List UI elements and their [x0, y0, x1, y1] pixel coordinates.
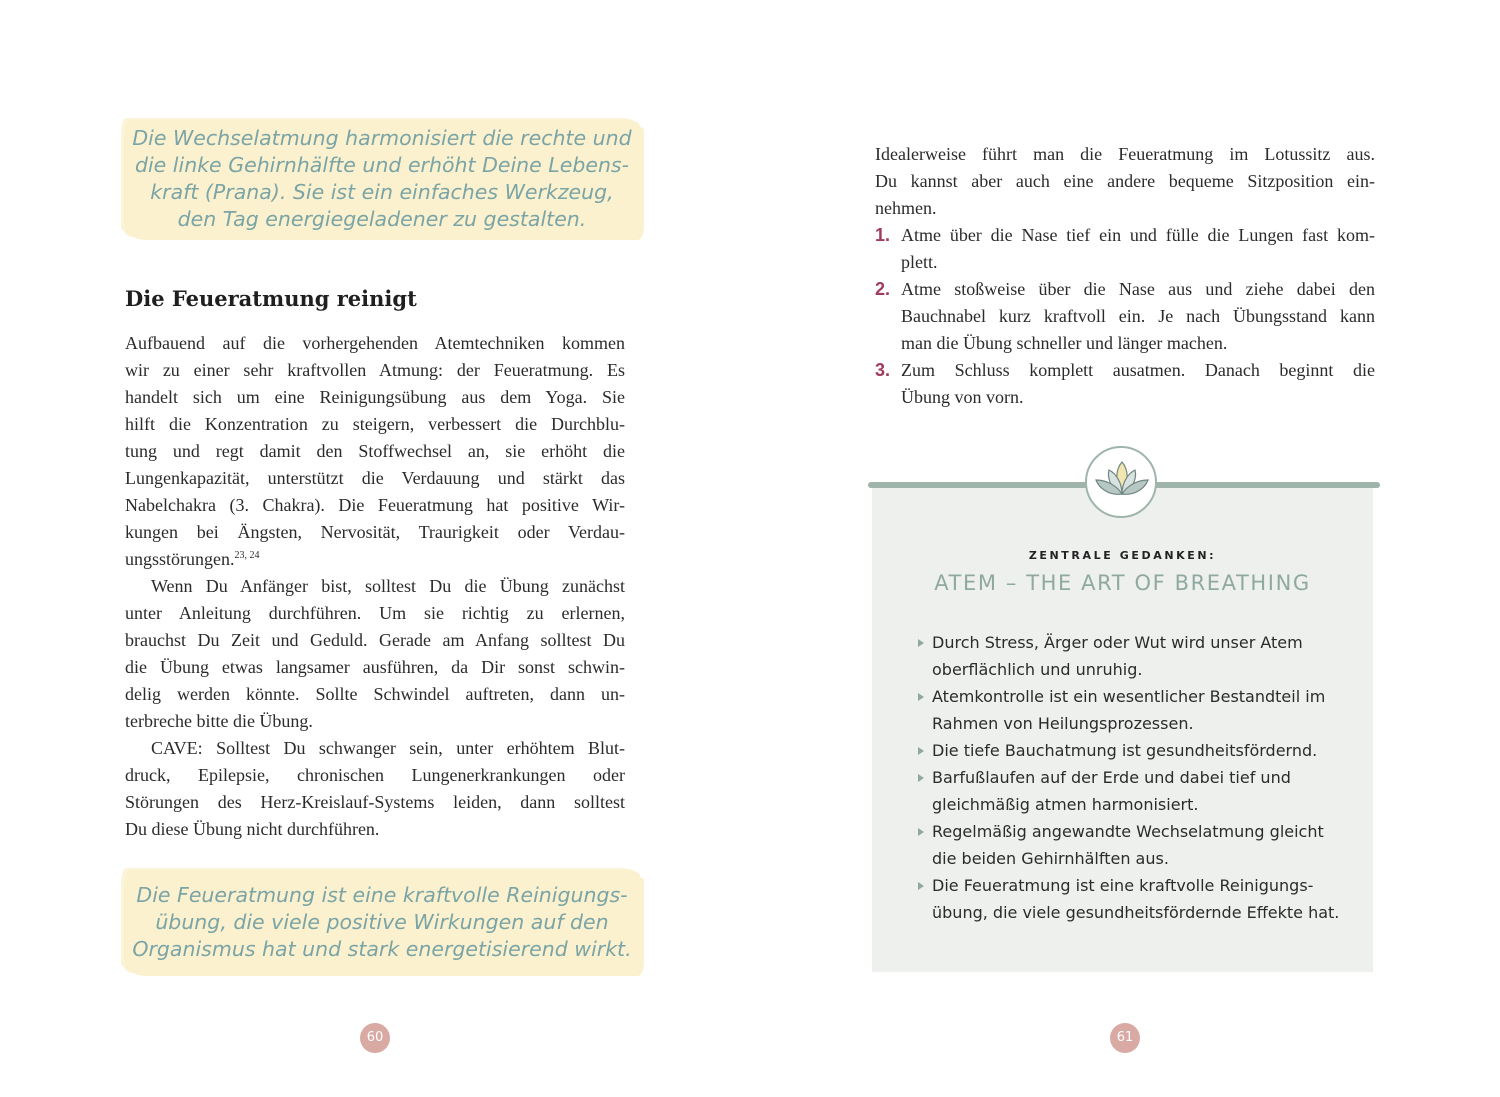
instructions-text	[875, 141, 1375, 411]
triangle-bullet-icon	[918, 639, 924, 647]
quote-line: Organismus hat und stark energetisierend wirkt.	[132, 937, 632, 961]
text-line: wir zu einer sehr kraftvollen Atmung: der Feueratmung. Es	[125, 360, 625, 380]
text-line: die Übung etwas langsamer ausführen, da Dir sonst schwin-	[125, 657, 625, 677]
step-text: Zum Schluss komplett ausatmen. Danach beginnt die	[901, 360, 1375, 380]
triangle-bullet-icon	[918, 693, 924, 701]
footnote-reference: 23, 24	[234, 550, 260, 561]
step-text: Atme stoßweise über die Nase aus und ziehe dabei den	[901, 279, 1375, 299]
text-line: Du diese Übung nicht durchführen.	[125, 819, 380, 839]
quote-line: die linke Gehirnhälfte und erhöht Deine Lebens-	[134, 153, 630, 177]
quote-line: den Tag energiegeladener zu gestalten.	[177, 207, 587, 231]
lotus-icon-graphic	[1093, 458, 1151, 502]
step-item	[875, 357, 1375, 411]
right-page	[750, 0, 1500, 1097]
text-line	[875, 357, 1375, 384]
list-item	[918, 764, 1348, 818]
text-line: unter Anleitung durchführen. Um sie richtig zu erlernen,	[125, 603, 625, 623]
list-item	[918, 629, 1348, 683]
step-text: Atme über die Nase tief ein und fülle die Lungen fast kom-	[901, 225, 1375, 245]
text-line: tung und regt damit den Stoffwechsel an, sie erhöht die	[125, 441, 625, 461]
list-item-line: Durch Stress, Ärger oder Wut wird unser Atem	[932, 633, 1303, 652]
triangle-bullet-icon	[918, 774, 924, 782]
text-line: Aufbauend auf die vorhergehenden Atemtechniken kommen	[125, 333, 625, 353]
text-line: kungen bei Ängsten, Nervosität, Traurigkeit oder Verdau-	[125, 522, 625, 542]
text-line: Wenn Du Anfänger bist, solltest Du die Übung zunächst	[151, 576, 625, 596]
list-item-line: gleichmäßig atmen harmonisiert.	[932, 795, 1199, 814]
text-line: druck, Epilepsie, chronischen Lungenerkrankungen oder	[125, 765, 625, 785]
text-line: handelt sich um eine Reinigungsübung aus dem Yoga. Sie	[125, 387, 625, 407]
quote-line: Die Wechselatmung harmonisiert die rechte und	[132, 126, 632, 150]
step-item	[875, 222, 1375, 276]
text-line: nehmen.	[875, 198, 937, 218]
lotus-icon	[1085, 446, 1157, 518]
page-number: 60	[360, 1023, 390, 1053]
text-line: man die Übung schneller und länger machen.	[901, 333, 1228, 353]
text-line: hilft die Konzentration zu steigern, verbessert die Durchblu-	[125, 414, 625, 434]
list-item	[918, 818, 1348, 872]
box-kicker: ZENTRALE GEDANKEN:	[1028, 549, 1217, 562]
section-heading: Die Feueratmung reinigt	[125, 286, 417, 311]
text-line: brauchst Du Zeit und Geduld. Gerade am Anfang solltest Du	[125, 630, 625, 650]
text-line	[875, 276, 1375, 303]
text-line: CAVE: Solltest Du schwanger sein, unter erhöhtem Blut-	[151, 738, 625, 758]
text-line-last: ungsstörungen.	[125, 549, 235, 569]
highlight-quote-bottom	[124, 870, 640, 974]
step-number: 3.	[875, 360, 891, 380]
text-line: Übung von vorn.	[901, 387, 1024, 407]
step-number: 1.	[875, 225, 891, 245]
key-thoughts-box	[872, 487, 1373, 972]
list-item-line: Atemkontrolle ist ein wesentlicher Bestandteil im	[932, 687, 1326, 706]
triangle-bullet-icon	[918, 882, 924, 890]
text-line: Idealerweise führt man die Feueratmung im Lotussitz aus.	[875, 144, 1375, 164]
list-item-line: oberflächlich und unruhig.	[932, 660, 1143, 679]
list-item-line: die beiden Gehirnhälften aus.	[932, 849, 1169, 868]
list-item-line: Die tiefe Bauchatmung ist gesundheitsfördernd.	[932, 741, 1318, 760]
list-item	[918, 872, 1348, 926]
text-line: Lungenkapazität, unterstützt die Verdauung und stärkt das	[125, 468, 625, 488]
list-item-line: Barfußlaufen auf der Erde und dabei tief und	[932, 768, 1291, 787]
text-line: Bauchnabel kurz kraftvoll ein. Je nach Übungsstand kann	[901, 306, 1375, 326]
text-line: Nabelchakra (3. Chakra). Die Feueratmung hat positive Wir-	[125, 495, 625, 515]
highlight-quote-top	[124, 120, 640, 238]
step-item	[875, 276, 1375, 357]
list-item-line: Rahmen von Heilungsprozessen.	[932, 714, 1194, 733]
key-thoughts-list	[918, 629, 1348, 926]
list-item-line: Regelmäßig angewandte Wechselatmung gleicht	[932, 822, 1324, 841]
list-item	[918, 683, 1348, 737]
text-line	[125, 546, 625, 573]
text-line	[875, 222, 1375, 249]
list-item-line: übung, die viele gesundheitsfördernde Effekte hat.	[932, 903, 1340, 922]
quote-line: Die Feueratmung ist eine kraftvolle Reinigungs-	[136, 883, 628, 907]
list-item	[918, 737, 1348, 764]
step-number: 2.	[875, 279, 891, 299]
triangle-bullet-icon	[918, 828, 924, 836]
list-item-line: Die Feueratmung ist eine kraftvolle Reinigungs-	[932, 876, 1314, 895]
text-line: Du kannst aber auch eine andere bequeme Sitzposition ein-	[875, 171, 1375, 191]
box-title: ATEM – THE ART OF BREATHING	[934, 571, 1311, 595]
triangle-bullet-icon	[918, 747, 924, 755]
text-line: plett.	[901, 252, 938, 272]
quote-line: übung, die viele positive Wirkungen auf den	[155, 910, 609, 934]
text-line: delig werden könnte. Sollte Schwindel auftreten, dann un-	[125, 684, 625, 704]
page-number: 61	[1110, 1023, 1140, 1053]
text-line: Störungen des Herz-Kreislauf-Systems leiden, dann solltest	[125, 792, 625, 812]
quote-line: kraft (Prana). Sie ist ein einfaches Werkzeug,	[150, 180, 614, 204]
body-text	[125, 330, 625, 843]
text-line: terbreche bitte die Übung.	[125, 711, 313, 731]
